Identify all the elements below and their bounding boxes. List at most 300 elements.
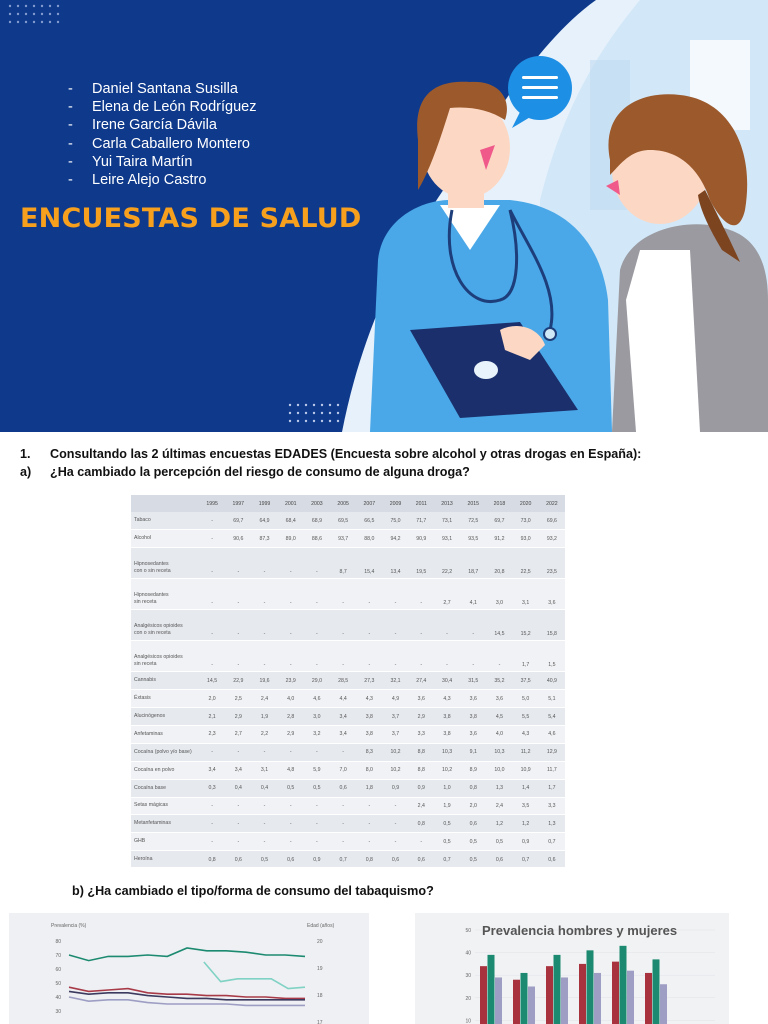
table-cell: - bbox=[409, 610, 434, 641]
year-header: 1999 bbox=[251, 495, 277, 512]
y-tick-label: 80 bbox=[55, 939, 61, 945]
y-tick-label: 50 bbox=[465, 928, 471, 934]
table-row bbox=[131, 851, 565, 867]
table-cell: 3,4 bbox=[225, 761, 251, 779]
table-cell: 4,6 bbox=[539, 725, 565, 743]
author-name: Daniel Santana Susilla bbox=[92, 81, 238, 97]
table-cell: 1,8 bbox=[356, 779, 382, 797]
table-cell: - bbox=[356, 579, 382, 610]
table-cell: 73,0 bbox=[513, 512, 539, 530]
table-cell: 0,6 bbox=[330, 779, 356, 797]
row-label: Analgésicos opioides con o sin receta bbox=[131, 610, 199, 641]
cover-title: ENCUESTAS DE SALUD bbox=[20, 203, 362, 234]
table-cell: 0,9 bbox=[409, 779, 434, 797]
table-cell: 10,2 bbox=[382, 743, 408, 761]
table-cell: - bbox=[199, 548, 225, 579]
table-cell: - bbox=[330, 833, 356, 851]
table-cell: 2,3 bbox=[199, 725, 225, 743]
y-tick-label: 40 bbox=[55, 995, 61, 1001]
table-cell: 22,2 bbox=[434, 548, 460, 579]
table-cell: - bbox=[330, 641, 356, 672]
table-cell: 4,6 bbox=[304, 690, 330, 708]
row-label: Cocaína base bbox=[131, 779, 199, 797]
table-cell: - bbox=[460, 610, 486, 641]
y-tick-label: 70 bbox=[55, 953, 61, 959]
table-cell: 3,8 bbox=[460, 708, 486, 726]
author-item: - Leire Alejo Castro bbox=[68, 172, 207, 189]
y-tick-label: 10 bbox=[465, 1018, 471, 1024]
table-cell: 22,5 bbox=[513, 548, 539, 579]
table-cell: - bbox=[409, 833, 434, 851]
table-row bbox=[131, 815, 565, 833]
row-label: Cannabis bbox=[131, 672, 199, 690]
table-cell: 23,9 bbox=[278, 672, 304, 690]
table-row bbox=[131, 548, 565, 579]
table-cell: 12,9 bbox=[539, 743, 565, 761]
author-item: - Elena de León Rodríguez bbox=[68, 99, 257, 116]
table-cell: - bbox=[225, 797, 251, 815]
table-cell: 18,7 bbox=[460, 548, 486, 579]
table-cell: 3,4 bbox=[330, 708, 356, 726]
table-row bbox=[131, 610, 565, 641]
table-cell: 3,6 bbox=[460, 690, 486, 708]
table-cell: 15,4 bbox=[356, 548, 382, 579]
table-cell: - bbox=[330, 815, 356, 833]
table-cell: - bbox=[356, 833, 382, 851]
author-item: - Irene García Dávila bbox=[68, 117, 217, 134]
table-cell: 88,0 bbox=[356, 530, 382, 548]
table-cell: 2,0 bbox=[460, 797, 486, 815]
table-cell: - bbox=[304, 815, 330, 833]
table-cell: 1,7 bbox=[513, 641, 539, 672]
table-cell: 2,7 bbox=[434, 579, 460, 610]
table-cell: 3,8 bbox=[356, 708, 382, 726]
year-header: 2015 bbox=[460, 495, 486, 512]
table-cell: 1,4 bbox=[513, 779, 539, 797]
cover-banner bbox=[0, 0, 768, 432]
bar bbox=[620, 946, 627, 1024]
table-cell: 4,3 bbox=[434, 690, 460, 708]
table-row bbox=[131, 672, 565, 690]
author-item: - Daniel Santana Susilla bbox=[68, 81, 238, 97]
row-label: Alucinógenos bbox=[131, 708, 199, 726]
row-label: Tabaco bbox=[131, 512, 199, 530]
table-cell: 1,5 bbox=[539, 641, 565, 672]
year-header: 1995 bbox=[199, 495, 225, 512]
table-cell: 4,8 bbox=[278, 761, 304, 779]
table-cell: 2,5 bbox=[225, 690, 251, 708]
table-cell: - bbox=[382, 815, 408, 833]
author-name: Elena de León Rodríguez bbox=[92, 99, 257, 116]
table-cell: 11,7 bbox=[539, 761, 565, 779]
table-cell: 0,5 bbox=[486, 833, 512, 851]
table-cell: - bbox=[304, 610, 330, 641]
year-header: 2009 bbox=[382, 495, 408, 512]
author-name: Yui Taira Martín bbox=[92, 153, 193, 170]
table-cell: 3,8 bbox=[434, 708, 460, 726]
table-cell: 0,6 bbox=[409, 851, 434, 867]
table-cell: - bbox=[278, 743, 304, 761]
row-label: Setas mágicas bbox=[131, 797, 199, 815]
y-tick-label: 30 bbox=[465, 973, 471, 980]
bar bbox=[480, 966, 487, 1024]
table-cell: 11,2 bbox=[513, 743, 539, 761]
table-cell: - bbox=[304, 833, 330, 851]
table-cell: - bbox=[382, 641, 408, 672]
table-cell: 87,3 bbox=[251, 530, 277, 548]
y-tick-label: 40 bbox=[465, 950, 471, 957]
table-cell: 7,0 bbox=[330, 761, 356, 779]
table-cell: 4,9 bbox=[382, 690, 408, 708]
table-cell: - bbox=[330, 743, 356, 761]
table-cell: 3,6 bbox=[486, 690, 512, 708]
table-cell: - bbox=[251, 579, 277, 610]
table-cell: 32,1 bbox=[382, 672, 408, 690]
table-cell: - bbox=[225, 548, 251, 579]
y2-tick-label: 17 bbox=[317, 1020, 323, 1024]
table-cell: 0,9 bbox=[382, 779, 408, 797]
table-cell: - bbox=[199, 641, 225, 672]
table-cell: 73,1 bbox=[434, 512, 460, 530]
table-cell: 1,3 bbox=[539, 815, 565, 833]
bar bbox=[521, 973, 528, 1024]
table-cell: 93,0 bbox=[513, 530, 539, 548]
table-cell: - bbox=[434, 610, 460, 641]
table-cell: 1,7 bbox=[539, 779, 565, 797]
table-cell: - bbox=[225, 641, 251, 672]
table-cell: 5,9 bbox=[304, 761, 330, 779]
year-header: 2020 bbox=[513, 495, 539, 512]
row-label: Analgésicos opioides sin receta bbox=[131, 641, 199, 672]
table-cell: 3,8 bbox=[434, 725, 460, 743]
bar bbox=[546, 966, 553, 1024]
table-cell: 2,1 bbox=[199, 708, 225, 726]
table-cell: 0,4 bbox=[225, 779, 251, 797]
table-cell: 2,8 bbox=[278, 708, 304, 726]
table-cell: 1,0 bbox=[434, 779, 460, 797]
table-cell: 4,5 bbox=[486, 708, 512, 726]
table-cell: 0,7 bbox=[330, 851, 356, 867]
table-cell: 10,0 bbox=[486, 761, 512, 779]
table-row bbox=[131, 725, 565, 743]
table-cell: 22,9 bbox=[225, 672, 251, 690]
bar bbox=[495, 977, 502, 1024]
table-row bbox=[131, 833, 565, 851]
table-cell: 0,6 bbox=[486, 851, 512, 867]
table-row bbox=[131, 690, 565, 708]
table-cell: 3,2 bbox=[304, 725, 330, 743]
table-cell: 3,1 bbox=[513, 579, 539, 610]
table-cell: 19,5 bbox=[409, 548, 434, 579]
table-cell: - bbox=[278, 815, 304, 833]
table-cell: - bbox=[251, 797, 277, 815]
table-cell: 0,5 bbox=[278, 779, 304, 797]
bar bbox=[594, 973, 601, 1024]
row-label: Anfetaminas bbox=[131, 725, 199, 743]
row-label: Alcohol bbox=[131, 530, 199, 548]
row-label: Éxtasis bbox=[131, 690, 199, 708]
series-line bbox=[204, 962, 305, 989]
table-cell: - bbox=[304, 548, 330, 579]
table-cell: 4,4 bbox=[330, 690, 356, 708]
table-cell: 3,3 bbox=[539, 797, 565, 815]
table-cell: - bbox=[251, 833, 277, 851]
table-cell: - bbox=[225, 579, 251, 610]
year-header: 1997 bbox=[225, 495, 251, 512]
row-label: Heroína bbox=[131, 851, 199, 867]
table-cell: 35,2 bbox=[486, 672, 512, 690]
table-corner bbox=[131, 495, 199, 512]
table-cell: - bbox=[409, 579, 434, 610]
table-row bbox=[131, 743, 565, 761]
y2-tick-label: 19 bbox=[317, 966, 323, 972]
author-name: Leire Alejo Castro bbox=[92, 172, 207, 189]
table-cell: 4,3 bbox=[513, 725, 539, 743]
table-cell: 15,8 bbox=[539, 610, 565, 641]
table-cell: 0,5 bbox=[460, 851, 486, 867]
table-cell: 40,9 bbox=[539, 672, 565, 690]
table-cell: 0,8 bbox=[199, 851, 225, 867]
table-cell: 10,9 bbox=[513, 761, 539, 779]
table-cell: 13,4 bbox=[382, 548, 408, 579]
table-cell: 71,7 bbox=[409, 512, 434, 530]
year-header: 2001 bbox=[278, 495, 304, 512]
table-cell: - bbox=[304, 743, 330, 761]
table-cell: 93,5 bbox=[460, 530, 486, 548]
y-axis-label: Prevalencia (%) bbox=[51, 923, 87, 929]
table-cell: 69,6 bbox=[539, 512, 565, 530]
table-cell: - bbox=[199, 530, 225, 548]
risk-perception-table bbox=[131, 495, 565, 867]
table-row bbox=[131, 579, 565, 610]
table-cell: 27,4 bbox=[409, 672, 434, 690]
y-tick-label: 30 bbox=[55, 1009, 61, 1015]
table-cell: 3,4 bbox=[199, 761, 225, 779]
table-cell: 4,0 bbox=[486, 725, 512, 743]
table-cell: 0,7 bbox=[513, 851, 539, 867]
table-cell: 31,5 bbox=[460, 672, 486, 690]
table-cell: 0,7 bbox=[539, 833, 565, 851]
table-cell: - bbox=[330, 610, 356, 641]
chart-title: Prevalencia hombres y mujeres bbox=[482, 923, 678, 938]
table-cell: - bbox=[251, 743, 277, 761]
table-row bbox=[131, 512, 565, 530]
bar bbox=[612, 962, 619, 1024]
table-cell: 1,2 bbox=[486, 815, 512, 833]
year-header: 2013 bbox=[434, 495, 460, 512]
bar bbox=[528, 987, 535, 1024]
table-cell: - bbox=[199, 610, 225, 641]
table-cell: 3,7 bbox=[382, 725, 408, 743]
series-line bbox=[69, 948, 305, 961]
table-cell: - bbox=[330, 797, 356, 815]
table-cell: 3,6 bbox=[539, 579, 565, 610]
table-cell: 0,6 bbox=[460, 815, 486, 833]
bar bbox=[587, 950, 594, 1024]
table-cell: 0,5 bbox=[434, 815, 460, 833]
question-text: Consultando las 2 últimas encuestas EDADES (Encuesta sobre alcohol y otras drogas en España): bbox=[50, 447, 642, 461]
row-label: Cocaína (polvo y/o base) bbox=[131, 743, 199, 761]
table-cell: 0,8 bbox=[409, 815, 434, 833]
table-cell: 3,3 bbox=[409, 725, 434, 743]
year-header: 2003 bbox=[304, 495, 330, 512]
table-cell: 66,5 bbox=[356, 512, 382, 530]
table-cell: - bbox=[199, 512, 225, 530]
table-cell: 0,6 bbox=[539, 851, 565, 867]
table-cell: - bbox=[356, 610, 382, 641]
table-cell: 20,8 bbox=[486, 548, 512, 579]
table-cell: - bbox=[199, 833, 225, 851]
question-text: ¿Ha cambiado la percepción del riesgo de consumo de alguna droga? bbox=[50, 465, 470, 479]
table-cell: 2,9 bbox=[278, 725, 304, 743]
bar bbox=[627, 971, 634, 1024]
table-cell: 93,2 bbox=[539, 530, 565, 548]
table-cell: - bbox=[199, 579, 225, 610]
year-header: 2022 bbox=[539, 495, 565, 512]
author-item: - Yui Taira Martín bbox=[68, 153, 193, 170]
table-cell: - bbox=[382, 579, 408, 610]
table-cell: 93,1 bbox=[434, 530, 460, 548]
y-tick-label: 20 bbox=[465, 995, 471, 1002]
year-header: 2005 bbox=[330, 495, 356, 512]
table-cell: 3,4 bbox=[330, 725, 356, 743]
table-cell: 88,6 bbox=[304, 530, 330, 548]
table-cell: 69,7 bbox=[225, 512, 251, 530]
table-cell: 0,5 bbox=[251, 851, 277, 867]
table-cell: - bbox=[251, 815, 277, 833]
table-cell: - bbox=[199, 815, 225, 833]
table-cell: - bbox=[251, 610, 277, 641]
table-cell: 8,9 bbox=[460, 761, 486, 779]
table-cell: - bbox=[382, 833, 408, 851]
table-cell: 19,6 bbox=[251, 672, 277, 690]
table-cell: - bbox=[409, 641, 434, 672]
row-label: Hipnosedantes con o sin receta bbox=[131, 548, 199, 579]
question-b: b) ¿Ha cambiado el tipo/forma de consumo del tabaquismo? bbox=[72, 884, 434, 898]
bar bbox=[513, 980, 520, 1024]
table-cell: 23,5 bbox=[539, 548, 565, 579]
table-cell: 2,4 bbox=[409, 797, 434, 815]
table-cell: 2,9 bbox=[225, 708, 251, 726]
table-cell: 0,3 bbox=[199, 779, 225, 797]
table-cell: 0,9 bbox=[304, 851, 330, 867]
table-cell: 30,4 bbox=[434, 672, 460, 690]
table-cell: - bbox=[304, 641, 330, 672]
table-cell: 0,6 bbox=[225, 851, 251, 867]
table-cell: 94,2 bbox=[382, 530, 408, 548]
table-cell: 0,5 bbox=[460, 833, 486, 851]
table-cell: 14,5 bbox=[486, 610, 512, 641]
table-cell: 3,0 bbox=[486, 579, 512, 610]
table-cell: 0,7 bbox=[434, 851, 460, 867]
question-1 bbox=[20, 447, 641, 461]
table-cell: 3,1 bbox=[251, 761, 277, 779]
table-row bbox=[131, 708, 565, 726]
table-row bbox=[131, 761, 565, 779]
table-cell: - bbox=[278, 548, 304, 579]
table-cell: 1,9 bbox=[251, 708, 277, 726]
table-cell: 1,9 bbox=[434, 797, 460, 815]
row-label: Metanfetaminas bbox=[131, 815, 199, 833]
table-row bbox=[131, 641, 565, 672]
row-label: Hipnosedantes sin receta bbox=[131, 579, 199, 610]
table-cell: - bbox=[434, 641, 460, 672]
table-cell: 64,9 bbox=[251, 512, 277, 530]
table-cell: 10,3 bbox=[434, 743, 460, 761]
table-cell: - bbox=[278, 641, 304, 672]
table-cell: 2,7 bbox=[225, 725, 251, 743]
table-cell: 89,0 bbox=[278, 530, 304, 548]
table-cell: - bbox=[356, 641, 382, 672]
table-cell: 2,4 bbox=[486, 797, 512, 815]
table-cell: 2,9 bbox=[409, 708, 434, 726]
table-cell: 29,0 bbox=[304, 672, 330, 690]
table-cell: 28,5 bbox=[330, 672, 356, 690]
tobacco-trend-chart bbox=[9, 913, 369, 1024]
table-cell: 37,5 bbox=[513, 672, 539, 690]
question-number: a) bbox=[20, 465, 32, 479]
table-cell: - bbox=[278, 610, 304, 641]
table-cell: 5,0 bbox=[513, 690, 539, 708]
table-cell: - bbox=[278, 833, 304, 851]
table-cell: 5,1 bbox=[539, 690, 565, 708]
y2-tick-label: 18 bbox=[317, 993, 323, 999]
gender-prevalence-chart bbox=[415, 913, 729, 1024]
table-cell: 2,0 bbox=[199, 690, 225, 708]
table-cell: 75,0 bbox=[382, 512, 408, 530]
table-cell: 3,5 bbox=[513, 797, 539, 815]
table-cell: 91,2 bbox=[486, 530, 512, 548]
table-cell: - bbox=[225, 833, 251, 851]
table-cell: 90,6 bbox=[225, 530, 251, 548]
table-cell: 90,9 bbox=[409, 530, 434, 548]
table-cell: 3,7 bbox=[382, 708, 408, 726]
bar bbox=[645, 973, 652, 1024]
table-cell: - bbox=[199, 797, 225, 815]
year-header: 2011 bbox=[409, 495, 434, 512]
year-header: 2007 bbox=[356, 495, 382, 512]
table-cell: - bbox=[278, 579, 304, 610]
table-cell: 5,5 bbox=[513, 708, 539, 726]
table-cell: 72,5 bbox=[460, 512, 486, 530]
table-cell: 1,2 bbox=[513, 815, 539, 833]
table-cell: 27,3 bbox=[356, 672, 382, 690]
table-cell: 8,8 bbox=[409, 761, 434, 779]
y2-axis-label: Edad (años) bbox=[307, 923, 335, 929]
y-tick-label: 50 bbox=[55, 981, 61, 987]
table-cell: 9,1 bbox=[460, 743, 486, 761]
table-cell: - bbox=[330, 579, 356, 610]
table-cell: 0,4 bbox=[251, 779, 277, 797]
bar bbox=[660, 984, 667, 1024]
bar bbox=[579, 964, 586, 1024]
table-row bbox=[131, 779, 565, 797]
table-cell: 10,3 bbox=[486, 743, 512, 761]
table-cell: 0,8 bbox=[356, 851, 382, 867]
table-cell: 3,8 bbox=[356, 725, 382, 743]
table-cell: - bbox=[278, 797, 304, 815]
y-tick-label: 60 bbox=[55, 967, 61, 973]
table-cell: 3,6 bbox=[460, 725, 486, 743]
author-item: - Carla Caballero Montero bbox=[68, 135, 250, 152]
table-cell: 8,3 bbox=[356, 743, 382, 761]
table-cell: - bbox=[356, 797, 382, 815]
table-cell: 0,9 bbox=[513, 833, 539, 851]
line-chart-svg bbox=[9, 913, 369, 1024]
table-cell: 1,3 bbox=[486, 779, 512, 797]
table-cell: - bbox=[382, 797, 408, 815]
table-cell: 3,0 bbox=[304, 708, 330, 726]
